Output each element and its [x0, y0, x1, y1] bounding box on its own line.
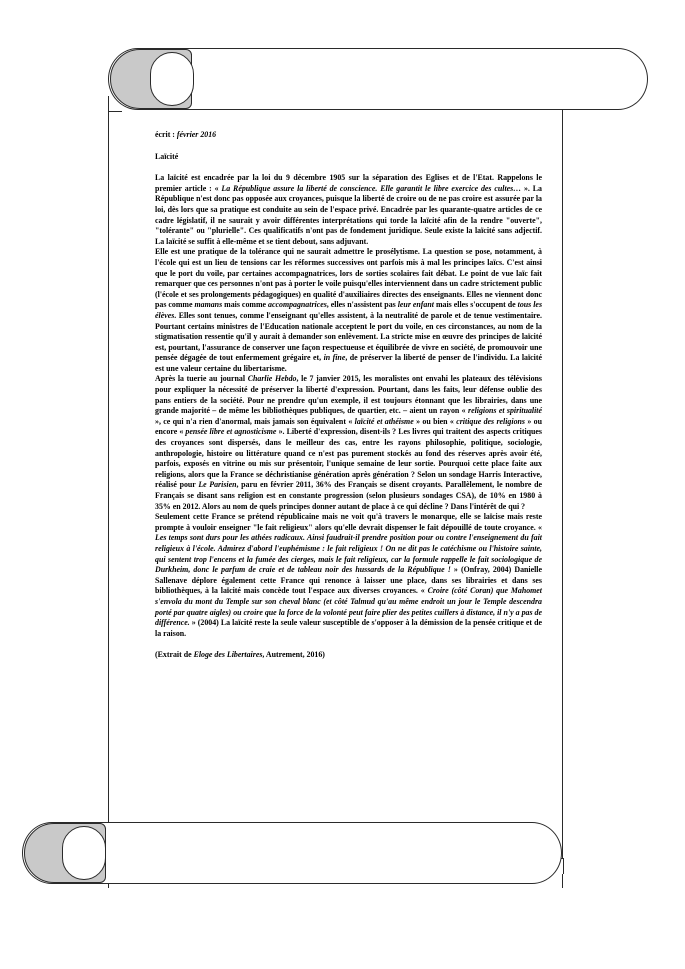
text-run: ». La République n'est donc pas opposée aux croyances, puisque la liberté de croire ou de ne pas croire est assurée par la loi, dès lors que sa pratique est conduite au sein de l'espace privé. Encadrée par les quarante-quatre articles de ce cadre législatif, il ne saurait y avoir différentes interprétations qui torde la laïcité afin de la rendre "ouverte", "tolérante" ou "plurielle". Ces qualificatifs n'ont pas de fondement juridique. Seule existe la laïcité sans adjectif. La laïcité se suffit à elle-même et se tient debout, sans adjuvant.: [155, 183, 542, 246]
paragraph-p2: [155, 247, 542, 374]
text-run: , paru en février 2011, 36% des Français se disent croyants. Parallèlement, le nombre de Français se disant sans religion est en constante progression (selon plusieurs sondages CSA), de 10% en 1980 à 35% en 2012. Alors au nom de quels principes donner autant de place à ce qui décline ? Dans l'intérêt de qui ?: [155, 480, 542, 511]
document-text: [155, 130, 542, 661]
text-run: Seulement cette France se prétend républicaine mais ne voit qu'à travers le monarque, elle se laïcise mais reste prompte à vouloir enseigner "le fait religieux" alors qu'elle devrait dispenser le fait dépouillé de toute croyance. «: [155, 512, 542, 532]
text-run: » ou bien «: [413, 416, 457, 426]
emphasis-run: religions et spiritualité: [468, 406, 542, 416]
text-run: » (2004) La laïcité reste la seule valeur susceptible de s'opposer à la démission de la pensée critique et de la raison.: [155, 618, 542, 638]
text-run: » (Onfray, 2004) Danielle Sallenave déplore également cette France qui renonce à laisser une place, dans ses librairies et dans ses bibliothèques, à la laïcité mais concède tout l'espace aux diverses croyances. «: [155, 565, 542, 596]
emphasis-run: Les temps sont durs pour les athées radicaux. Ainsi faudrait-il prendre position pour ou contre l'enseignement du fait religieux à l'école. Admirez d'abord l'euphémisme : le fait religieux ! On ne dit pas le catéchisme ou l'histoire sainte, qui sentent trop l'encens et la fumée des cierges, mais le fait religieux, car la formule rappelle le fait sociologique de Durkheim, donc le parfum de craie et de tableau noir des hussards de la République !: [155, 533, 542, 575]
emphasis-run: in fine: [323, 353, 346, 363]
emphasis-run: accompagnatrices: [268, 300, 327, 310]
emphasis-run: leur enfant: [397, 300, 434, 310]
text-run: La laïcité est encadrée par la loi du 9 décembre 1905 sur la séparation des Eglises et de l'Etat. Rappelons le premier article : «: [155, 173, 542, 193]
document-date-line: [155, 130, 542, 141]
emphasis-run: laïcité et athéisme: [354, 416, 414, 426]
credit-work: Eloge des Libertaires: [193, 650, 263, 660]
paragraph-p3: [155, 374, 542, 512]
emphasis-run: pensée libre et agnosticisme: [185, 427, 277, 437]
source-credit: [155, 650, 542, 661]
body-paragraphs: [155, 173, 542, 639]
credit-suffix: , Autrement, 2016): [262, 650, 325, 660]
text-run: , elles n'assistent pas: [326, 300, 398, 310]
text-run: » ou encore «: [155, 416, 542, 437]
emphasis-run: Le Parisien: [198, 480, 237, 490]
text-run: , le 7 janvier 2015, les moralistes ont envahi les plateaux des télévisions pour expliquer la nécessité de préserver la liberté d'expression. Pourtant, dans les faits, leur défense oublie des pans entiers de la société. Pour ne prendre qu'un exemple, il est toujours étonnant que les librairies, dans une grande majorité – de même les bibliothèques publiques, de quartier, etc. – aient un rayon «: [155, 374, 542, 416]
emphasis-run: critique des religions: [456, 416, 525, 426]
date-value: février 2016: [176, 130, 217, 139]
paragraph-p1: [155, 173, 542, 247]
text-run: Elle est une pratique de la tolérance qui ne saurait admettre le prosélytisme. La question se pose, notamment, à l'école qui est un lieu de tensions car les réformes successives ont parfois mis à mal les principes laïcs. C'est ainsi que le port du voile, par certaines accompagnatrices, lors de sorties scolaires fait débat. Le point de vue laïc fait remarquer que ces personnes n'ont pas à porter le voile puisqu'elles interviennent dans un cadre strictement public (l'école et ses prolongements pédagogiques) en qualité d'auxiliaires directes des enseignants. Elles ne viennent donc pas comme: [155, 247, 542, 310]
text-run: ». Liberté d'expression, disent-ils ? Les livres qui traitent des aspects critiques des croyances sont dispersés, dans le meilleur des cas, entre les rayons philosophie, politique, sociologie, anthropologie, histoire ou littérature quand ce n'est pas purement stockés au fond des réserves après avoir été, parfois, exposés en vitrine ou mis sur présentoir, l'unique semaine de leur sortie. Pourquoi cette place faite aux religions, alors que la France se déchristianise génération après génération ? Selon un sondage Harris Interactive, réalisé pour: [155, 427, 543, 490]
emphasis-run: Charlie Hebdo: [247, 374, 297, 384]
date-prefix: écrit :: [155, 130, 177, 139]
paragraph-p4: [155, 512, 542, 639]
text-run: mais elles s'occupent de: [433, 300, 518, 310]
emphasis-run: mamans: [194, 300, 223, 310]
text-run: , de préserver la liberté de penser de l'individu. La laïcité est une valeur certaine du libertarisme.: [155, 353, 543, 373]
text-run: Après la tuerie au journal: [155, 374, 248, 384]
emphasis-run: La République assure la liberté de conscience. Elle garantit le libre exercice des cultes…: [221, 183, 522, 193]
scroll-roll-bottom-inner: [62, 826, 106, 880]
text-run: . Elles sont tenues, comme l'enseignant qu'elles assistent, à la neutralité de parole et de tenue vestimentaire. Pourtant certains ministres de l'Education nationale acceptent le port du voile, en ces circonstances, au nom de la stigmatisation ressentie qu'il y aurait à demander son enlèvement. La stricte mise en œuvre des principes de laïcité est, pourtant, l'assurance de conserver une façon respectueuse et équilibrée de vivre en société, de promouvoir une pensée dégagée de tout enfermement grégaire et,: [155, 310, 542, 363]
emphasis-run: tous les élèves: [155, 300, 543, 320]
page-title: Laïcité: [155, 151, 179, 161]
scroll-roll-top-inner: [150, 52, 194, 106]
credit-prefix: (Extrait de: [155, 650, 194, 660]
text-run: mais comme: [222, 300, 269, 310]
emphasis-run: Croire (côté Coran) que Mahomet s'envola du mont du Temple sur son cheval blanc (et côté Talmud qu'au même endroit un jour le Temple descendra porté par quatre aigles) ou croire que la force de la volonté peut faire plier des petites cuillers à distance, il n'y a pas de différence.: [155, 586, 542, 628]
text-run: », ce qui n'a rien d'anormal, mais jamais son équivalent «: [155, 416, 355, 426]
